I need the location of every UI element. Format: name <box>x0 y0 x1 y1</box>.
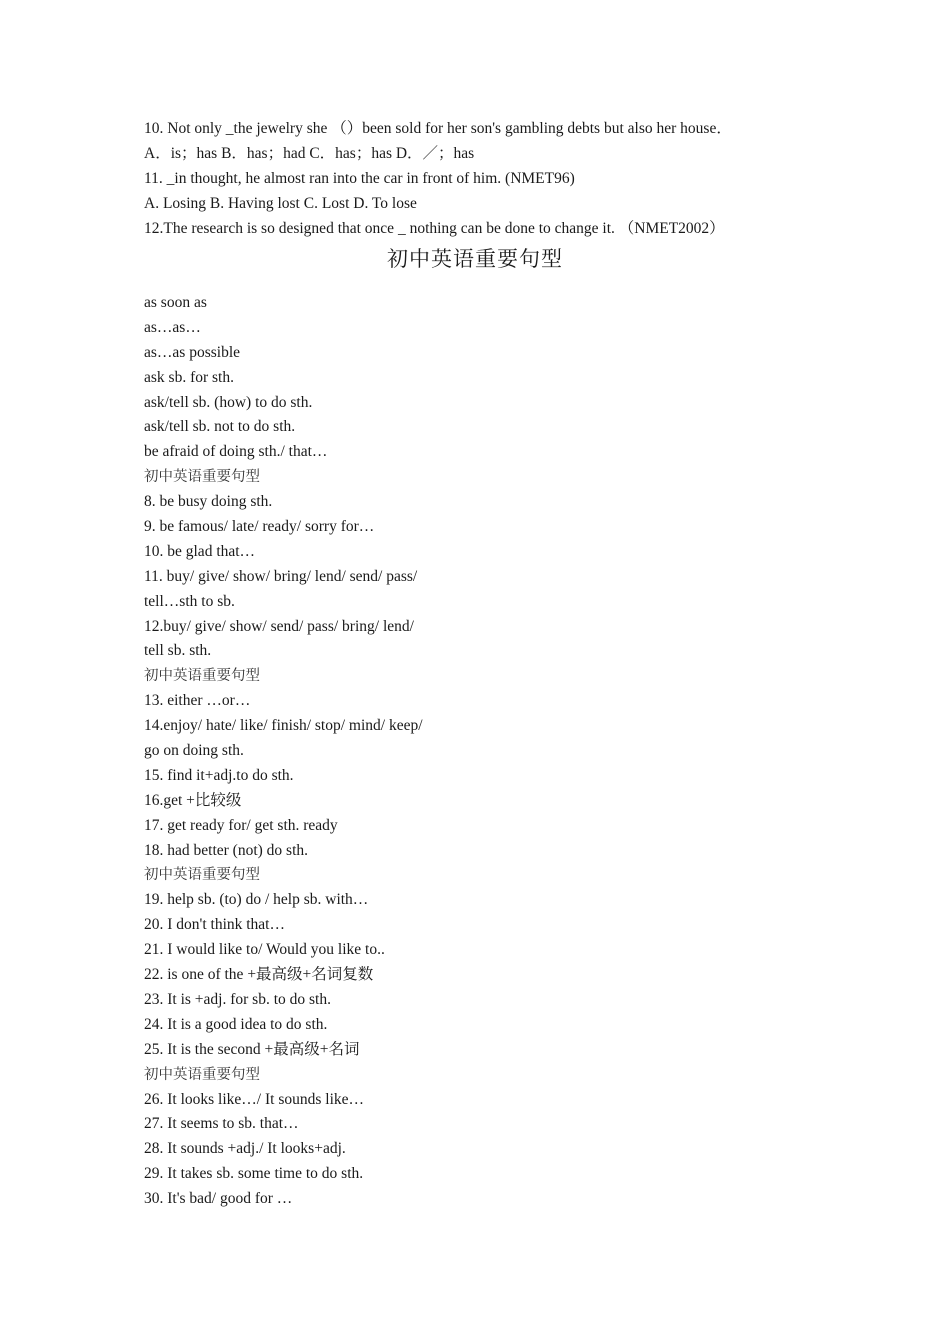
list-item: 24. It is a good idea to do sth. <box>144 1015 328 1033</box>
document-title: 初中英语重要句型 <box>387 247 563 271</box>
list-item: 23. It is +adj. for sb. to do sth. <box>144 990 331 1008</box>
list-item: go on doing sth. <box>144 742 244 760</box>
list-item: 15. find it+adj.to do sth. <box>144 766 294 784</box>
section-heading: 初中英语重要句型 <box>144 1066 260 1083</box>
list-item: 9. be famous/ late/ ready/ sorry for… <box>144 518 375 536</box>
list-item: 8. be busy doing sth. <box>144 493 273 511</box>
list-item: ask sb. for sth. <box>144 368 234 386</box>
list-item: as…as possible <box>144 343 241 361</box>
list-item: 29. It takes sb. some time to do sth. <box>144 1165 364 1183</box>
question-line: 11. _in thought, he almost ran into the car in front of him. (NMET96) <box>144 169 575 187</box>
section-heading: 初中英语重要句型 <box>144 469 260 486</box>
list-item: tell sb. sth. <box>144 642 212 660</box>
list-item: as soon as <box>144 294 207 311</box>
list-item: ask/tell sb. not to do sth. <box>144 418 296 436</box>
list-item: 30. It's bad/ good for … <box>144 1190 293 1208</box>
list-item: 13. either …or… <box>144 692 251 710</box>
question-line: 12.The research is so designed that once _ nothing can be done to change it. （NMET2002） <box>144 219 725 237</box>
list-item: 28. It sounds +adj./ It looks+adj. <box>144 1140 346 1158</box>
question-line: A. Losing B. Having lost C. Lost D. To lose <box>144 194 417 212</box>
question-line: A．is；has B．has；had C．has；has D．／；has <box>144 144 475 162</box>
list-item: ask/tell sb. (how) to do sth. <box>144 393 313 411</box>
section-heading: 初中英语重要句型 <box>144 867 260 884</box>
list-item: be afraid of doing sth./ that… <box>144 443 328 461</box>
question-line: 10. Not only _the jewelry she （）been sold for her son's gambling debts but also her house． <box>144 120 732 137</box>
list-item: 16.get +比较级 <box>144 791 242 809</box>
sentence-pattern-list <box>144 291 844 1212</box>
list-item: 25. It is the second +最高级+名词 <box>144 1040 360 1058</box>
question-block <box>144 117 844 241</box>
list-item: 19. help sb. (to) do / help sb. with… <box>144 891 369 909</box>
list-item: 18. had better (not) do sth. <box>144 841 309 859</box>
list-item: as…as… <box>144 318 201 336</box>
list-item: 14.enjoy/ hate/ like/ finish/ stop/ mind/ keep/ <box>144 717 423 735</box>
list-item: 21. I would like to/ Would you like to.. <box>144 941 385 959</box>
list-item: tell…sth to sb. <box>144 592 235 610</box>
list-item: 17. get ready for/ get sth. ready <box>144 816 338 834</box>
list-item: 11. buy/ give/ show/ bring/ lend/ send/ pass/ <box>144 567 418 585</box>
list-item: 22. is one of the +最高级+名词复数 <box>144 966 374 984</box>
list-item: 20. I don't think that… <box>144 916 285 934</box>
list-item: 10. be glad that… <box>144 542 256 560</box>
list-item: 27. It seems to sb. that… <box>144 1115 299 1133</box>
list-item: 26. It looks like…/ It sounds like… <box>144 1090 365 1108</box>
list-item: 12.buy/ give/ show/ send/ pass/ bring/ lend/ <box>144 617 414 635</box>
section-heading: 初中英语重要句型 <box>144 668 260 685</box>
